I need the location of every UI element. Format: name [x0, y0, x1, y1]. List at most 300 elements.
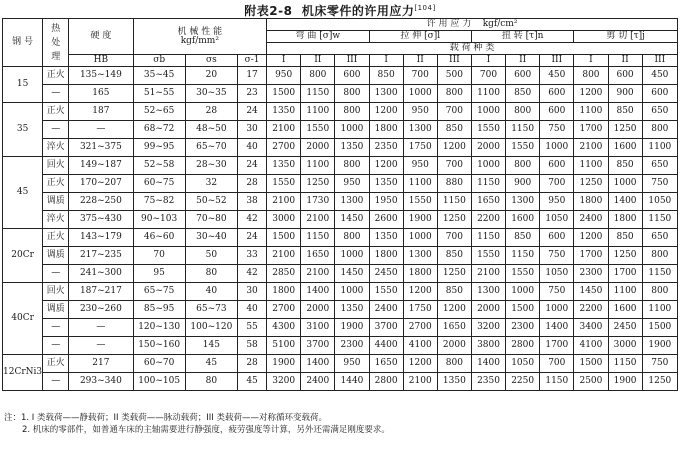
cell-hardness: 293~340 — [69, 373, 133, 391]
cell-sigma-b: 95 — [133, 265, 185, 283]
cell-stress-value: 850 — [608, 157, 642, 175]
cell-stress-value: 1900 — [403, 211, 437, 229]
table-title — [0, 2, 680, 19]
note-1: 注：1. I 类载荷——静载荷；II 类载荷——脉动载荷；III 类载荷——对称循环变载荷。 — [4, 413, 327, 423]
cell-stress-value: 1150 — [301, 85, 335, 103]
cell-hardness: — — [69, 121, 133, 139]
header-mech-props-label: 机 械 性 能 — [177, 26, 223, 37]
cell-stress-value: 5100 — [267, 337, 301, 355]
cell-stress-value: 2400 — [369, 301, 403, 319]
header-bending: 弯 曲 [σ]w — [267, 31, 369, 43]
cell-sigma-b: 70 — [133, 247, 185, 265]
title-prefix: 附表2-8 — [244, 4, 293, 18]
cell-stress-value: 600 — [540, 103, 574, 121]
cell-hardness: 241~300 — [69, 265, 133, 283]
header-heat-treatment: 热 处 理 — [43, 19, 69, 67]
cell-stress-value: 850 — [369, 67, 403, 85]
cell-stress-value: 2200 — [471, 211, 505, 229]
cell-heat-treatment: 正火 — [43, 175, 69, 193]
cell-stress-value: 700 — [403, 67, 437, 85]
cell-stress-value: 800 — [437, 355, 471, 373]
cell-stress-value: 1000 — [403, 229, 437, 247]
cell-stress-value: 950 — [335, 355, 369, 373]
cell-heat-treatment: 调质 — [43, 193, 69, 211]
cell-stress-value: 1800 — [608, 211, 642, 229]
cell-heat-treatment: 正火 — [43, 355, 69, 373]
cell-stress-value: 1450 — [574, 283, 608, 301]
cell-stress-value: 1500 — [574, 355, 608, 373]
table-row — [3, 121, 678, 139]
cell-sigma-b: 68~72 — [133, 121, 185, 139]
table-row — [3, 355, 678, 373]
cell-stress-value: 800 — [506, 103, 540, 121]
cell-stress-value: 1100 — [642, 139, 677, 157]
cell-sigma-m1: 24 — [237, 103, 266, 121]
cell-sigma-m1: 24 — [237, 157, 266, 175]
cell-stress-value: 1050 — [506, 355, 540, 373]
cell-stress-value: 800 — [506, 157, 540, 175]
cell-heat-treatment: 调质 — [43, 301, 69, 319]
cell-stress-value: 1650 — [437, 319, 471, 337]
cell-stress-value: 2800 — [369, 373, 403, 391]
cell-stress-value: 1000 — [335, 283, 369, 301]
cell-stress-value: 1440 — [335, 373, 369, 391]
cell-stress-value: 1400 — [471, 355, 505, 373]
header-hb-unit: HB — [69, 55, 133, 67]
cell-stress-value: 1150 — [506, 121, 540, 139]
cell-stress-value: 1550 — [267, 175, 301, 193]
cell-sigma-b: 60~70 — [133, 355, 185, 373]
table-row — [3, 175, 678, 193]
cell-hardness: 149~187 — [69, 157, 133, 175]
cell-stress-value: 1150 — [642, 265, 677, 283]
cell-sigma-b: 52~58 — [133, 157, 185, 175]
cell-stress-value: 1550 — [369, 283, 403, 301]
table-row — [3, 319, 678, 337]
cell-sigma-b: 120~130 — [133, 319, 185, 337]
cell-stress-value: 1200 — [369, 157, 403, 175]
cell-sigma-m1: 42 — [237, 265, 266, 283]
header-load-class: I — [267, 55, 301, 67]
cell-stress-value: 1550 — [403, 193, 437, 211]
cell-stress-value: 800 — [642, 283, 677, 301]
cell-stress-value: 2000 — [471, 301, 505, 319]
cell-sigma-m1: 55 — [237, 319, 266, 337]
cell-stress-value: 1300 — [471, 283, 505, 301]
table-row — [3, 247, 678, 265]
cell-heat-treatment: 正火 — [43, 229, 69, 247]
cell-stress-value: 850 — [437, 247, 471, 265]
cell-stress-value: 1050 — [540, 265, 574, 283]
cell-stress-value: 3100 — [301, 319, 335, 337]
cell-stress-value: 1150 — [471, 175, 505, 193]
cell-sigma-s: 30~40 — [185, 229, 237, 247]
header-mech-props — [133, 19, 267, 55]
cell-stress-value: 600 — [642, 85, 677, 103]
cell-stress-value: 1150 — [506, 247, 540, 265]
cell-stress-value: 1100 — [403, 175, 437, 193]
cell-stress-value: 1350 — [369, 229, 403, 247]
cell-sigma-s: 50~52 — [185, 193, 237, 211]
table-row — [3, 265, 678, 283]
cell-stress-value: 600 — [506, 67, 540, 85]
cell-sigma-b: 35~45 — [133, 67, 185, 85]
cell-stress-value: 700 — [437, 103, 471, 121]
header-load-class: III — [540, 55, 574, 67]
cell-stress-value: 1500 — [642, 319, 677, 337]
cell-stress-value: 1050 — [540, 211, 574, 229]
cell-hardness: 170~207 — [69, 175, 133, 193]
cell-stress-value: 2000 — [471, 139, 505, 157]
cell-sigma-s: 145 — [185, 337, 237, 355]
cell-stress-value: 1150 — [608, 355, 642, 373]
cell-hardness: 321~375 — [69, 139, 133, 157]
table-row — [3, 283, 678, 301]
cell-stress-value: 1300 — [506, 193, 540, 211]
cell-stress-value: 700 — [540, 355, 574, 373]
table-row — [3, 337, 678, 355]
table-row — [3, 373, 678, 391]
cell-sigma-s: 28~30 — [185, 157, 237, 175]
cell-heat-treatment: — — [43, 337, 69, 355]
cell-sigma-b: 99~95 — [133, 139, 185, 157]
cell-stress-value: 800 — [574, 67, 608, 85]
cell-stress-value: 2000 — [437, 337, 471, 355]
cell-sigma-s: 28 — [185, 103, 237, 121]
cell-stress-value: 1900 — [642, 337, 677, 355]
cell-stress-value: 1650 — [369, 355, 403, 373]
cell-hardness: — — [69, 319, 133, 337]
cell-stress-value: 950 — [267, 67, 301, 85]
cell-sigma-b: 90~103 — [133, 211, 185, 229]
table-row — [3, 67, 678, 85]
cell-stress-value: 2850 — [267, 265, 301, 283]
cell-stress-value: 1150 — [301, 229, 335, 247]
cell-sigma-s: 32 — [185, 175, 237, 193]
cell-stress-value: 1000 — [608, 175, 642, 193]
cell-stress-value: 850 — [506, 85, 540, 103]
cell-sigma-s: 70~80 — [185, 211, 237, 229]
header-allowable-unit: kgf/cm² — [482, 19, 518, 29]
cell-heat-treatment: 回火 — [43, 157, 69, 175]
cell-stress-value: 2200 — [574, 301, 608, 319]
cell-sigma-m1: 40 — [237, 301, 266, 319]
cell-stress-value: 2450 — [608, 319, 642, 337]
cell-stress-value: 1150 — [437, 193, 471, 211]
cell-sigma-b: 100~105 — [133, 373, 185, 391]
cell-stress-value: 1550 — [301, 121, 335, 139]
cell-stress-value: 1150 — [540, 373, 574, 391]
header-steel-grade: 钢 号 — [3, 19, 43, 67]
cell-sigma-m1: 38 — [237, 193, 266, 211]
cell-stress-value: 700 — [437, 157, 471, 175]
cell-stress-value: 1750 — [403, 301, 437, 319]
cell-stress-value: 1400 — [608, 193, 642, 211]
cell-stress-value: 1550 — [471, 247, 505, 265]
cell-stress-value: 650 — [642, 157, 677, 175]
cell-sigma-s: 65~73 — [185, 301, 237, 319]
cell-stress-value: 700 — [471, 67, 505, 85]
cell-stress-value: 2100 — [471, 265, 505, 283]
cell-stress-value: 1250 — [608, 247, 642, 265]
cell-stress-value: 2100 — [403, 373, 437, 391]
cell-stress-value: 1100 — [301, 157, 335, 175]
cell-hardness: 217 — [69, 355, 133, 373]
cell-stress-value: 1800 — [403, 265, 437, 283]
cell-stress-value: 2250 — [506, 373, 540, 391]
title-ref: [104] — [414, 4, 436, 12]
cell-heat-treatment: 调质 — [43, 247, 69, 265]
cell-stress-value: 750 — [642, 355, 677, 373]
cell-stress-value: 3800 — [471, 337, 505, 355]
cell-stress-value: 950 — [540, 193, 574, 211]
header-load-class: III — [642, 55, 677, 67]
cell-stress-value: 1250 — [437, 265, 471, 283]
cell-sigma-m1: 17 — [237, 67, 266, 85]
table-row — [3, 139, 678, 157]
cell-sigma-b: 150~160 — [133, 337, 185, 355]
cell-heat-treatment: 淬火 — [43, 139, 69, 157]
cell-stress-value: 2400 — [574, 211, 608, 229]
notes — [4, 412, 676, 436]
cell-stress-value: 800 — [301, 67, 335, 85]
cell-stress-value: 1000 — [540, 301, 574, 319]
cell-stress-value: 1150 — [642, 211, 677, 229]
header-load-class: II — [403, 55, 437, 67]
cell-sigma-m1: 30 — [237, 283, 266, 301]
cell-stress-value: 3700 — [301, 337, 335, 355]
cell-stress-value: 3000 — [267, 211, 301, 229]
header-sigma-s: σs — [185, 55, 237, 67]
cell-steel-grade: 20Cr — [3, 229, 43, 283]
cell-stress-value: 1500 — [506, 301, 540, 319]
cell-stress-value: 1100 — [642, 301, 677, 319]
cell-stress-value: 1350 — [437, 373, 471, 391]
cell-sigma-m1: 40 — [237, 139, 266, 157]
cell-sigma-s: 20 — [185, 67, 237, 85]
cell-heat-treatment: — — [43, 85, 69, 103]
cell-stress-value: 850 — [506, 229, 540, 247]
cell-stress-value: 1350 — [267, 157, 301, 175]
cell-stress-value: 1000 — [506, 283, 540, 301]
cell-stress-value: 4400 — [369, 337, 403, 355]
header-load-class: III — [437, 55, 471, 67]
cell-stress-value: 1650 — [471, 193, 505, 211]
cell-hardness: 217~235 — [69, 247, 133, 265]
cell-stress-value: 2500 — [574, 373, 608, 391]
cell-stress-value: 1000 — [335, 121, 369, 139]
cell-stress-value: 950 — [403, 157, 437, 175]
cell-stress-value: 1100 — [471, 85, 505, 103]
cell-stress-value: 1250 — [608, 121, 642, 139]
cell-stress-value: 1900 — [335, 319, 369, 337]
cell-heat-treatment: — — [43, 121, 69, 139]
cell-stress-value: 1300 — [335, 193, 369, 211]
cell-stress-value: 1600 — [608, 139, 642, 157]
header-load-class: I — [574, 55, 608, 67]
cell-stress-value: 700 — [437, 229, 471, 247]
cell-stress-value: 1800 — [369, 247, 403, 265]
cell-sigma-m1: 45 — [237, 373, 266, 391]
cell-stress-value: 1000 — [335, 247, 369, 265]
cell-stress-value: 750 — [540, 121, 574, 139]
cell-hardness: 165 — [69, 85, 133, 103]
cell-stress-value: 600 — [540, 229, 574, 247]
note-2: 2. 机床的零部件，如普通车床的主轴需要进行静强度，疲劳强度等计算，另外还需满足刚度要求。 — [22, 425, 390, 435]
cell-stress-value: 900 — [608, 85, 642, 103]
cell-stress-value: 500 — [437, 67, 471, 85]
cell-stress-value: 750 — [642, 175, 677, 193]
cell-stress-value: 650 — [642, 103, 677, 121]
cell-stress-value: 2700 — [403, 319, 437, 337]
cell-stress-value: 1700 — [608, 265, 642, 283]
cell-stress-value: 600 — [608, 67, 642, 85]
cell-stress-value: 1000 — [471, 103, 505, 121]
cell-hardness: 135~149 — [69, 67, 133, 85]
cell-stress-value: 1450 — [335, 211, 369, 229]
cell-steel-grade: 12CrNi3 — [3, 355, 43, 391]
cell-sigma-s: 50 — [185, 247, 237, 265]
cell-stress-value: 850 — [608, 103, 642, 121]
cell-stress-value: 1200 — [403, 283, 437, 301]
header-mech-unit: kgf/mm² — [180, 35, 219, 46]
cell-sigma-m1: 58 — [237, 337, 266, 355]
cell-stress-value: 900 — [506, 175, 540, 193]
header-sigma-b: σb — [133, 55, 185, 67]
cell-stress-value: 1500 — [267, 85, 301, 103]
cell-heat-treatment: 淬火 — [43, 211, 69, 229]
header-shear: 剪 切 [τ]j — [574, 31, 678, 43]
header-allowable-label: 许 用 应 力 — [426, 19, 472, 29]
cell-sigma-s: 48~50 — [185, 121, 237, 139]
cell-stress-value: 2000 — [301, 301, 335, 319]
header-tension: 拉 伸 [σ]l — [369, 31, 471, 43]
cell-stress-value: 1200 — [574, 229, 608, 247]
cell-stress-value: 1550 — [471, 121, 505, 139]
cell-stress-value: 4100 — [574, 337, 608, 355]
cell-stress-value: 1400 — [540, 319, 574, 337]
cell-sigma-b: 85~95 — [133, 301, 185, 319]
cell-stress-value: 2400 — [301, 373, 335, 391]
cell-stress-value: 2350 — [369, 139, 403, 157]
cell-stress-value: 1550 — [506, 139, 540, 157]
cell-stress-value: 450 — [642, 67, 677, 85]
cell-stress-value: 2700 — [267, 301, 301, 319]
cell-hardness: 187 — [69, 103, 133, 121]
cell-stress-value: 3700 — [369, 319, 403, 337]
cell-stress-value: 3400 — [574, 319, 608, 337]
cell-stress-value: 1800 — [267, 283, 301, 301]
cell-sigma-s: 65~70 — [185, 139, 237, 157]
cell-stress-value: 1050 — [642, 193, 677, 211]
cell-stress-value: 800 — [437, 85, 471, 103]
cell-stress-value: 650 — [642, 229, 677, 247]
cell-stress-value: 1250 — [301, 175, 335, 193]
cell-stress-value: 1800 — [574, 193, 608, 211]
cell-stress-value: 800 — [335, 157, 369, 175]
cell-sigma-b: 60~75 — [133, 175, 185, 193]
cell-stress-value: 1350 — [369, 175, 403, 193]
cell-stress-value: 3200 — [471, 319, 505, 337]
cell-stress-value: 1700 — [574, 247, 608, 265]
cell-stress-value: 2300 — [506, 319, 540, 337]
stress-table — [2, 18, 678, 391]
cell-stress-value: 2300 — [574, 265, 608, 283]
cell-sigma-s: 80 — [185, 373, 237, 391]
header-load-class: II — [301, 55, 335, 67]
cell-stress-value: 800 — [642, 121, 677, 139]
cell-stress-value: 1200 — [574, 85, 608, 103]
cell-stress-value: 1100 — [574, 157, 608, 175]
cell-stress-value: 1300 — [369, 85, 403, 103]
cell-sigma-s: 80 — [185, 265, 237, 283]
cell-steel-grade: 15 — [3, 67, 43, 103]
cell-hardness: 143~179 — [69, 229, 133, 247]
cell-stress-value: 2100 — [301, 265, 335, 283]
cell-heat-treatment: — — [43, 319, 69, 337]
cell-stress-value: 950 — [335, 175, 369, 193]
cell-sigma-m1: 28 — [237, 355, 266, 373]
header-load-class: II — [608, 55, 642, 67]
cell-stress-value: 2100 — [267, 121, 301, 139]
cell-stress-value: 1400 — [301, 283, 335, 301]
cell-stress-value: 1000 — [540, 139, 574, 157]
cell-stress-value: 1500 — [267, 229, 301, 247]
cell-sigma-b: 52~65 — [133, 103, 185, 121]
cell-stress-value: 1730 — [301, 193, 335, 211]
table-row — [3, 103, 678, 121]
cell-stress-value: 450 — [540, 67, 574, 85]
cell-stress-value: 1450 — [335, 265, 369, 283]
cell-stress-value: 2100 — [267, 193, 301, 211]
cell-stress-value: 1350 — [335, 301, 369, 319]
cell-stress-value: 850 — [437, 121, 471, 139]
cell-stress-value: 1000 — [471, 157, 505, 175]
cell-stress-value: 2100 — [267, 247, 301, 265]
cell-sigma-b: 51~55 — [133, 85, 185, 103]
cell-hardness: 187~217 — [69, 283, 133, 301]
cell-stress-value: 850 — [608, 229, 642, 247]
cell-sigma-m1: 33 — [237, 247, 266, 265]
cell-stress-value: 750 — [540, 283, 574, 301]
header-sigma-m1: σ-1 — [237, 55, 266, 67]
cell-steel-grade: 45 — [3, 157, 43, 229]
cell-steel-grade: 35 — [3, 103, 43, 157]
cell-stress-value: 2300 — [335, 337, 369, 355]
cell-heat-treatment: — — [43, 265, 69, 283]
cell-stress-value: 2350 — [471, 373, 505, 391]
cell-hardness: 228~250 — [69, 193, 133, 211]
cell-stress-value: 1600 — [608, 301, 642, 319]
table-row — [3, 211, 678, 229]
cell-sigma-s: 40 — [185, 283, 237, 301]
cell-stress-value: 1200 — [403, 355, 437, 373]
cell-stress-value: 1350 — [267, 103, 301, 121]
cell-heat-treatment: 正火 — [43, 103, 69, 121]
table-row — [3, 85, 678, 103]
cell-stress-value: 1900 — [267, 355, 301, 373]
cell-sigma-m1: 42 — [237, 211, 266, 229]
cell-stress-value: 800 — [642, 247, 677, 265]
cell-stress-value: 3200 — [267, 373, 301, 391]
header-load-class: II — [506, 55, 540, 67]
cell-stress-value: 1950 — [369, 193, 403, 211]
cell-stress-value: 800 — [335, 85, 369, 103]
cell-stress-value: 1300 — [403, 247, 437, 265]
cell-stress-value: 600 — [540, 85, 574, 103]
cell-stress-value: 1700 — [574, 121, 608, 139]
cell-stress-value: 1250 — [437, 211, 471, 229]
